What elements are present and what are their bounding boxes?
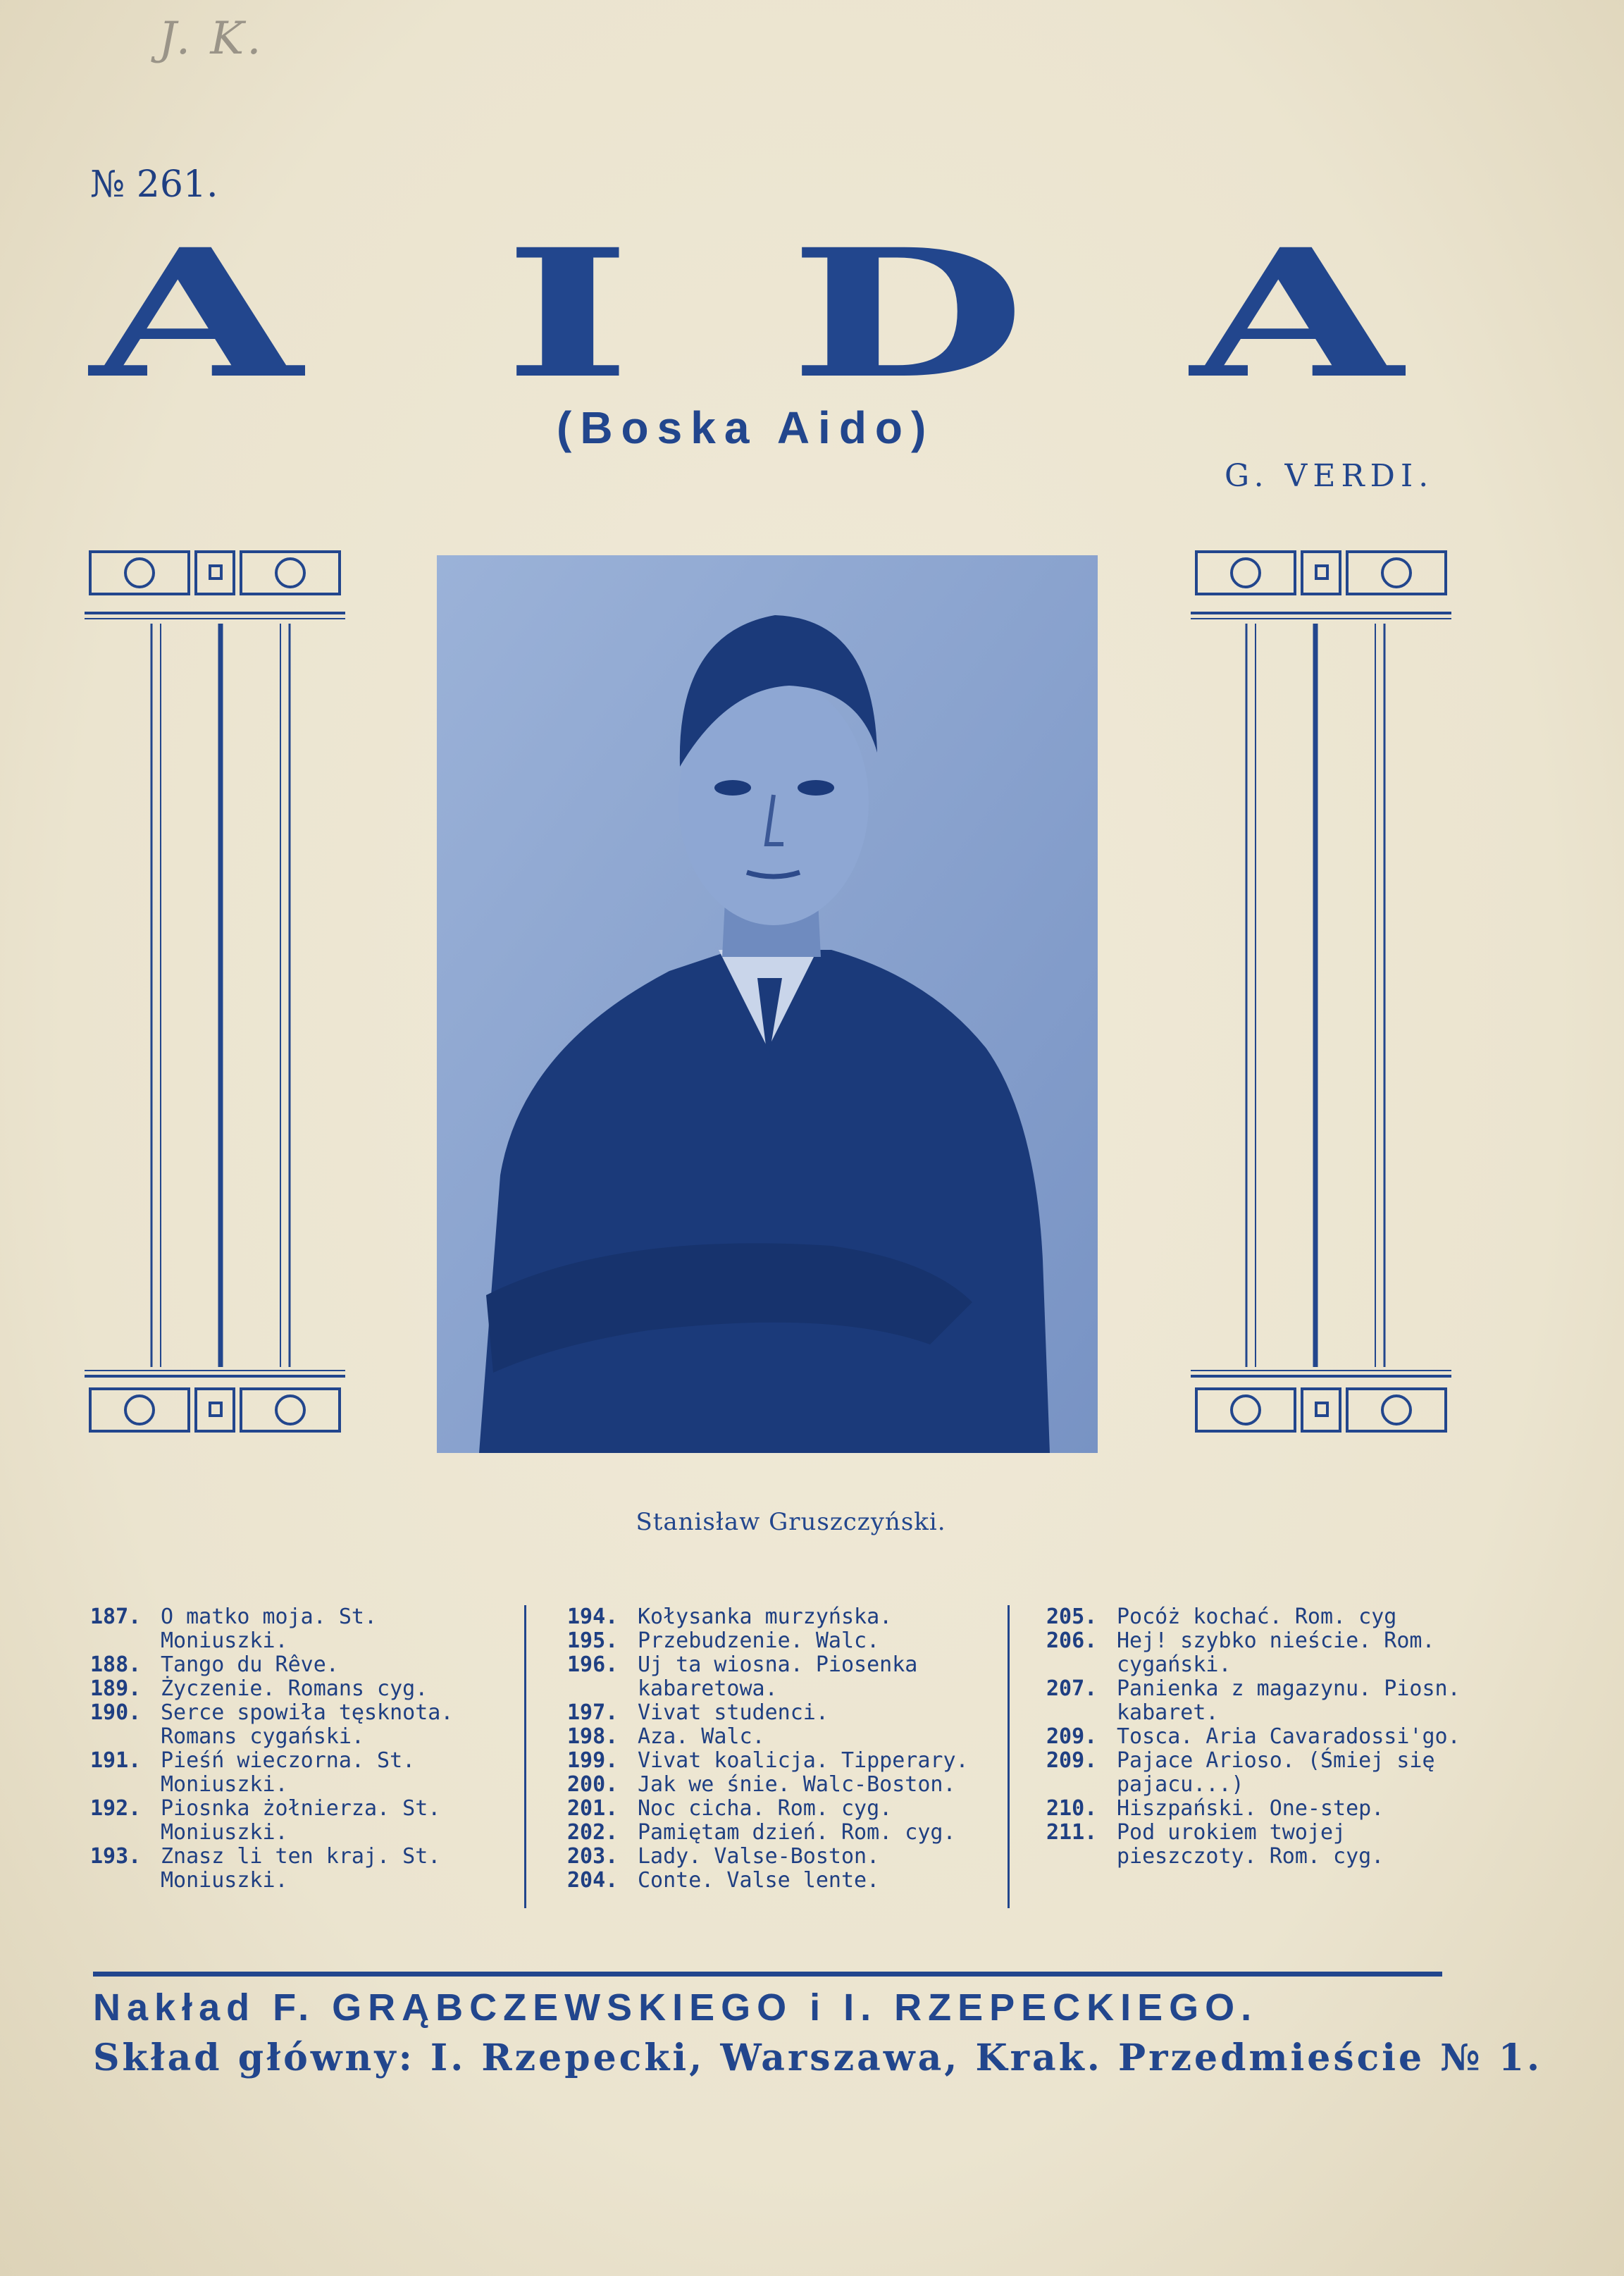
handwritten-note: J. K. [159, 13, 264, 65]
catalog-entry-title: Pod urokiem twojej pieszczoty. Rom. cyg. [1117, 1820, 1384, 1869]
catalog-entry-number: 205. [1046, 1604, 1098, 1629]
catalog-entry [567, 1653, 990, 1701]
title-letter-3: D [789, 210, 1027, 417]
catalog-entry [1046, 1605, 1469, 1629]
catalog-entry-title: Lady. Valse-Boston. [638, 1844, 880, 1869]
catalog-entry-number: 209. [1046, 1748, 1098, 1773]
catalog-entry-number: 207. [1046, 1676, 1098, 1701]
catalog-entry-number: 202. [567, 1820, 619, 1845]
catalog-entry-title: Hiszpański. One-step. [1117, 1796, 1384, 1821]
left-ornamental-column [85, 546, 345, 1441]
portrait-silhouette-icon [437, 555, 1098, 1453]
catalog-column-1 [90, 1605, 513, 1893]
catalog-entry-number: 194. [567, 1604, 619, 1629]
catalog-entry [90, 1653, 513, 1677]
catalog-entry-title: Aza. Walc. [638, 1724, 765, 1749]
catalog-entry-title: Noc cicha. Rom. cyg. [638, 1796, 893, 1821]
catalog-entry-number: 193. [90, 1844, 142, 1869]
catalog-entry [567, 1845, 990, 1869]
catalog-entry-number: 192. [90, 1796, 142, 1821]
catalog-entry-number: 195. [567, 1628, 619, 1653]
catalog-entry-number: 190. [90, 1700, 142, 1725]
catalog-entry-title: Tosca. Aria Cavaradossi'go. [1117, 1724, 1461, 1749]
column-ornament-icon [85, 546, 345, 1441]
catalog-entry-title: Uj ta wiosna. Piosenka kabaretowa. [638, 1652, 918, 1701]
catalog-entry [567, 1797, 990, 1821]
catalog-entry-title: Pocóż kochać. Rom. cyg [1117, 1604, 1397, 1629]
catalog-entry-title: O matko moja. St. Moniuszki. [161, 1604, 378, 1653]
catalog-entry-number: 188. [90, 1652, 142, 1677]
catalog-entry [1046, 1725, 1469, 1749]
catalog-entry [90, 1749, 513, 1797]
catalog-entry [567, 1821, 990, 1845]
catalog-entry [1046, 1821, 1469, 1869]
catalog-entry-number: 191. [90, 1748, 142, 1773]
catalog-entry-number: 210. [1046, 1796, 1098, 1821]
catalog-entry [90, 1797, 513, 1845]
catalog-entry-title: Conte. Valse lente. [638, 1868, 880, 1893]
catalog-entry-title: Znasz li ten kraj. St. Moniuszki. [161, 1844, 441, 1893]
catalog-entry-number: 206. [1046, 1628, 1098, 1653]
catalog-entry-number: 198. [567, 1724, 619, 1749]
catalog-entry [1046, 1749, 1469, 1797]
catalog-entry [567, 1869, 990, 1893]
catalog-entry [1046, 1629, 1469, 1677]
catalog-entry-title: Panienka z magazynu. Piosn. kabaret. [1117, 1676, 1461, 1725]
catalog-entry-title: Przebudzenie. Walc. [638, 1628, 880, 1653]
column-ornament-icon [1191, 546, 1451, 1441]
catalog-column-2 [567, 1605, 990, 1893]
column-divider [524, 1605, 526, 1908]
title-letter-1: A [90, 210, 302, 417]
catalog-entry-title: Pieśń wieczorna. St. Moniuszki. [161, 1748, 416, 1797]
catalog-entry-number: 203. [567, 1844, 619, 1869]
address-line: Skład główny: I. Rzepecki, Warszawa, Krak. Przedmieście № 1. [93, 2036, 1543, 2079]
catalog-entry-number: 211. [1046, 1820, 1098, 1845]
catalog-entry-title: Vivat studenci. [638, 1700, 829, 1725]
catalog-entry [567, 1725, 990, 1749]
composer-name: G. VERDI. [1225, 458, 1434, 494]
catalog-entry [1046, 1797, 1469, 1821]
issue-number: № 261. [90, 163, 218, 206]
catalog-entry-title: Jak we śnie. Walc-Boston. [638, 1772, 956, 1797]
catalog-entry-title: Pajace Arioso. (Śmiej się pajacu...) [1117, 1748, 1435, 1797]
catalog-entry [1046, 1677, 1469, 1725]
catalog-entry-number: 199. [567, 1748, 619, 1773]
catalog-entry-title: Serce spowiła tęsknota. Romans cygański. [161, 1700, 454, 1749]
right-ornamental-column [1191, 546, 1451, 1441]
catalog-entry-number: 204. [567, 1868, 619, 1893]
catalog-entry-title: Życzenie. Romans cyg. [161, 1676, 428, 1701]
portrait-photo [437, 555, 1098, 1453]
catalog-entry-number: 200. [567, 1772, 619, 1797]
catalog-entry-number: 209. [1046, 1724, 1098, 1749]
title-letter-2: I [504, 210, 632, 417]
catalog-entry [90, 1605, 513, 1653]
catalog-entry [90, 1677, 513, 1701]
catalog-entry-title: Vivat koalicja. Tipperary. [638, 1748, 969, 1773]
catalog-entry-number: 196. [567, 1652, 619, 1677]
catalog-entry-title: Piosnka żołnierza. St. Moniuszki. [161, 1796, 441, 1845]
catalog-entry [567, 1629, 990, 1653]
catalog-entry-number: 201. [567, 1796, 619, 1821]
catalog-entry [567, 1749, 990, 1773]
catalog-entry [90, 1845, 513, 1893]
catalog-entry-title: Tango du Rêve. [161, 1652, 339, 1677]
catalog-entry [567, 1773, 990, 1797]
column-divider [1008, 1605, 1010, 1908]
catalog-entry-number: 197. [567, 1700, 619, 1725]
publisher-line: Nakład F. GRĄBCZEWSKIEGO i I. RZEPECKIEGO. [93, 1986, 1258, 2029]
catalog-entry [567, 1701, 990, 1725]
catalog-entry-title: Kołysanka murzyńska. [638, 1604, 893, 1629]
catalog-entry-number: 189. [90, 1676, 142, 1701]
catalog-entry-number: 187. [90, 1604, 142, 1629]
catalog-entry-title: Hej! szybko nieście. Rom. cygański. [1117, 1628, 1435, 1677]
photo-caption: Stanisław Gruszczyński. [636, 1508, 946, 1536]
catalog-entry-title: Pamiętam dzień. Rom. cyg. [638, 1820, 956, 1845]
horizontal-rule [93, 1972, 1442, 1977]
subtitle: (Boska Aido) [557, 402, 935, 453]
title-letter-4: A [1191, 210, 1403, 417]
catalog-entry [90, 1701, 513, 1749]
catalog-column-3 [1046, 1605, 1469, 1869]
catalog-entry [567, 1605, 990, 1629]
